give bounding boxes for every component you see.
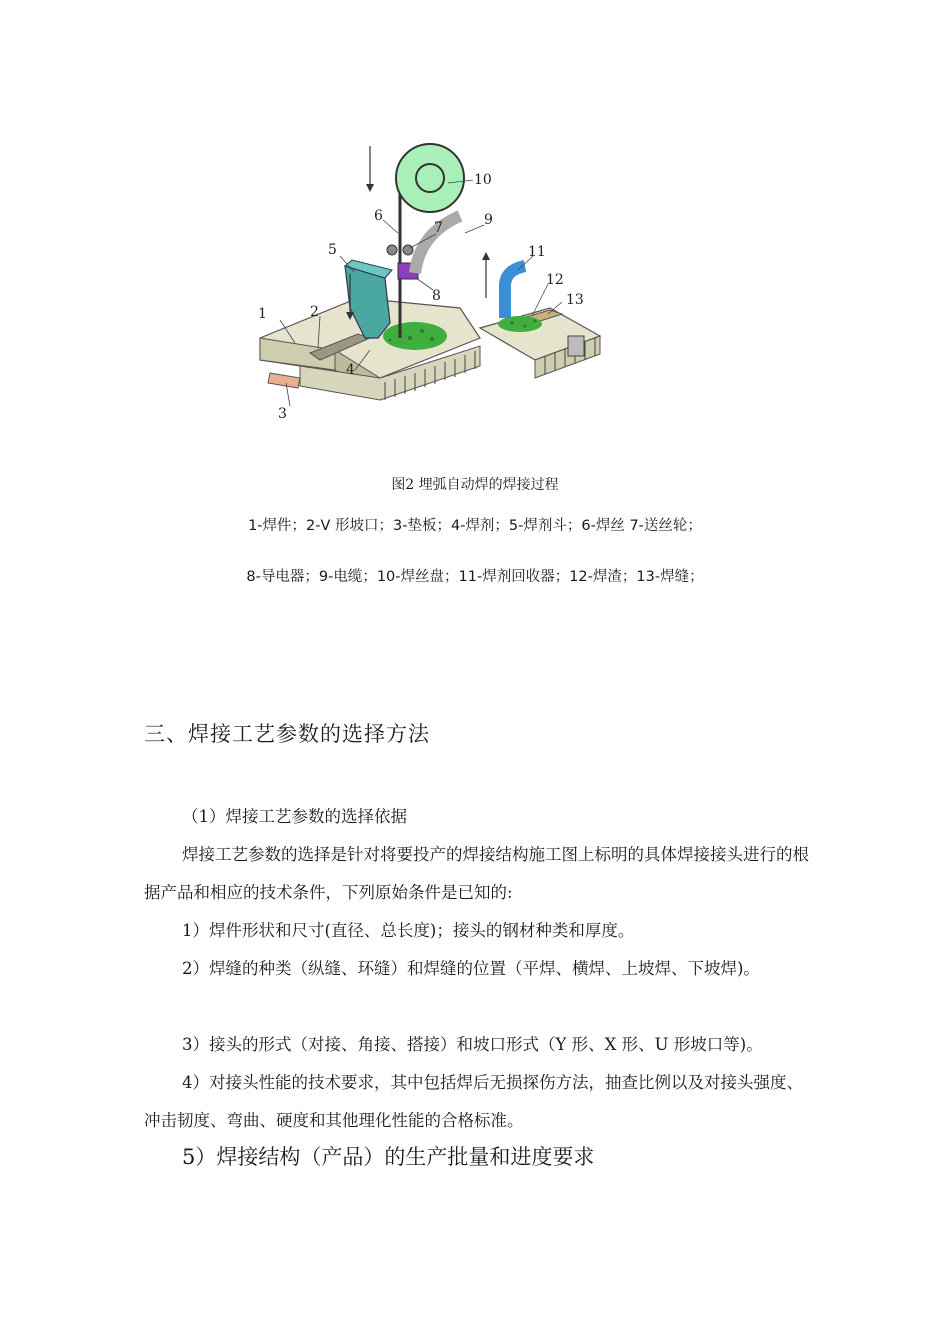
diagram-label-4: 4 <box>346 362 355 378</box>
diagram-label-2: 2 <box>310 304 319 320</box>
diagram-label-9: 9 <box>484 212 493 228</box>
figure-legend-line-1: 1-焊件；2-V 形坡口；3-垫板；4-焊剂；5-焊剂斗；6-焊丝 7-送丝轮； <box>248 518 702 534</box>
diagram-label-7: 7 <box>434 220 443 236</box>
submerged-arc-welding-diagram <box>250 138 620 430</box>
diagram-label-5: 5 <box>328 242 337 258</box>
list-item: 2）焊缝的种类（纵缝、环缝）和焊缝的位置（平焊、横焊、上坡焊、下坡焊)。 <box>182 959 760 978</box>
diagram-label-1: 1 <box>258 306 267 322</box>
diagram-label-12: 12 <box>546 272 564 288</box>
list-item: 3）接头的形式（对接、角接、搭接）和坡口形式（Y 形、X 形、U 形坡口等)。 <box>182 1035 763 1054</box>
diagram-label-8: 8 <box>432 288 441 304</box>
figure-caption: 图2 埋弧自动焊的焊接过程 <box>391 477 559 493</box>
diagram-label-3: 3 <box>278 406 287 422</box>
list-item: 1）焊件形状和尺寸(直径、总长度)；接头的钢材种类和厚度。 <box>182 921 635 940</box>
diagram-label-13: 13 <box>566 292 584 308</box>
sub-heading: （1）焊接工艺参数的选择依据 <box>182 807 407 826</box>
figure-legend-line-2: 8-导电器；9-电缆；10-焊丝盘；11-焊剂回收器；12-焊渣；13-焊缝； <box>246 569 704 585</box>
list-item: 4）对接头性能的技术要求，其中包括焊后无损探伤方法，抽查比例以及对接头强度、冲击韧度、弯曲、硬度和其他理化性能的合格标准。 <box>144 1073 803 1130</box>
list-item-last: 5）焊接结构（产品）的生产批量和进度要求 <box>182 1145 595 1169</box>
section-heading: 三、焊接工艺参数的选择方法 <box>144 722 430 746</box>
diagram-label-11: 11 <box>528 244 546 260</box>
intro-paragraph: 焊接工艺参数的选择是针对将要投产的焊接结构施工图上标明的具体焊接接头进行的根据产品和相应的技术条件，下列原始条件是已知的: <box>144 845 809 902</box>
diagram-label-6: 6 <box>374 208 383 224</box>
diagram-label-10: 10 <box>474 172 492 188</box>
